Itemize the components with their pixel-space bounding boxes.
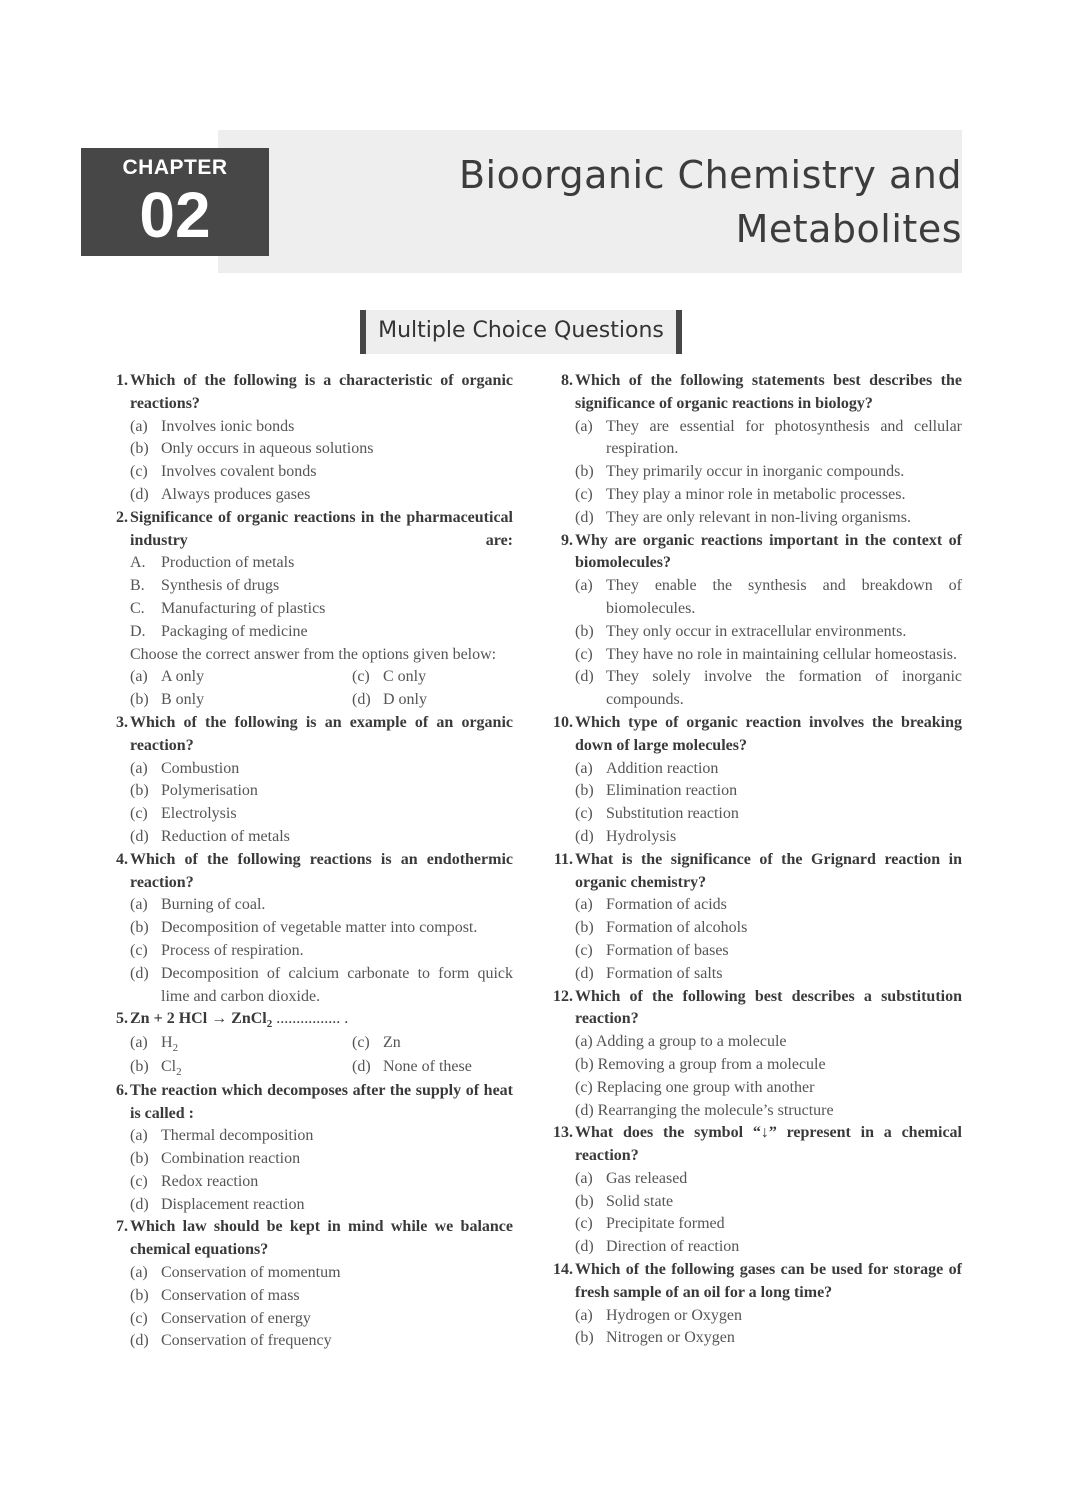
option-label: (d) [575,668,594,686]
option-text: Cl [161,1057,177,1075]
option-label: (a) [130,896,148,914]
statement-text: Packaging of medicine [161,622,308,640]
option [130,963,513,1009]
option-label: (c) [575,645,593,663]
option-text: Decomposition of calcium carbonate to form quick lime and carbon dioxide. [161,964,513,1005]
option [575,1191,962,1214]
option-label: (b) [130,782,149,800]
option: (a) Adding a group to a molecule [575,1033,787,1051]
question-number: 4. [116,850,128,868]
option [575,1305,962,1328]
option-text: They enable the synthesis and breakdown of biomolecules. [606,577,962,617]
option-text: Conservation of momentum [161,1264,341,1282]
option [130,666,352,689]
option-label: (d) [130,485,149,503]
statement-text: Production of metals [161,554,295,572]
option [575,780,962,803]
option-label: (c) [130,805,148,823]
option [575,963,962,986]
option-label: (d) [130,827,149,845]
option-text: C only [383,668,427,686]
option-label: (a) [575,417,593,435]
chapter-title-line-1: Bioorganic Chemistry and [458,153,962,197]
option [575,461,962,484]
option-label: (a) [130,1264,148,1282]
option [130,780,513,803]
option [575,803,962,826]
option [575,940,962,963]
option-label: (c) [130,1309,148,1327]
option-text: Hydrolysis [606,827,677,845]
question-9 [550,530,962,712]
arrow-icon: → [211,1010,228,1028]
option-label: (c) [575,941,593,959]
question-14 [550,1259,962,1350]
option-text: Formation of bases [606,941,729,959]
option-label: (d) [575,827,594,845]
option-label: (d) [130,1332,149,1350]
option-label: (a) [575,759,593,777]
option-text: They primarily occur in inorganic compounds. [606,463,905,481]
option-text: Always produces gases [161,485,311,503]
option-text: H [161,1034,173,1052]
option [352,1032,401,1056]
option-label: (d) [130,1195,149,1213]
equation-blank: ................ . [272,1010,349,1028]
option-label: (c) [352,1034,370,1052]
option-text: Conservation of frequency [161,1332,332,1350]
option [130,1125,513,1148]
question-2 [105,507,513,712]
chapter-number: 02 [139,179,211,251]
question-number: 2. [116,508,128,526]
option-text: Solid state [606,1192,674,1210]
option-label: (d) [575,1238,594,1256]
statement-text: Synthesis of drugs [161,577,280,595]
option-label: (a) [130,759,148,777]
option-label: (b) [130,691,149,709]
option-label: (c) [575,1215,593,1233]
option-text: Thermal decomposition [161,1127,314,1145]
option-text: Formation of acids [606,896,727,914]
option-text: Combination reaction [161,1150,301,1168]
option-label: (a) [130,668,148,686]
option-text: B only [161,691,205,709]
option [130,461,513,484]
option-label: (b) [130,1057,149,1075]
option-label: (c) [575,485,593,503]
right-column [550,370,962,1350]
question-6 [105,1080,513,1217]
question-5 [105,1008,513,1079]
option-text: Decomposition of vegetable matter into compost. [161,919,478,937]
question-number: 5. [116,1010,128,1028]
option-label: (d) [352,691,371,709]
option-text: They are only relevant in non-living organisms. [606,508,911,526]
question-text: Which of the following best describes a substitution reaction? [575,987,962,1028]
option [575,484,962,507]
equation-product: ZnCl [231,1010,267,1028]
question-number: 12. [553,987,573,1005]
option-label: (c) [352,668,370,686]
question-text: Which law should be kept in mind while we balance chemical equations? [130,1218,513,1259]
chapter-label: CHAPTER [122,156,228,179]
option-text: Burning of coal. [161,896,266,914]
option-text: Involves covalent bonds [161,463,317,481]
option-label: (b) [575,919,594,937]
question-3 [105,712,513,849]
statement-label: C. [130,599,145,617]
option-label: (d) [352,1057,371,1075]
option [130,1148,513,1171]
option [352,1056,472,1080]
option [130,1032,352,1056]
statement [130,575,513,598]
option [575,917,962,940]
option [130,416,513,439]
option [575,1213,962,1236]
question-text: Which of the following is an example of an organic reaction? [130,713,513,754]
question-text: Which of the following gases can be used for storage of fresh sample of an oil for a long time? [575,1261,962,1301]
option-label: (a) [575,896,593,914]
section-heading: Multiple Choice Questions [360,310,682,354]
option-text: D only [383,691,427,709]
option-text: Zn [383,1034,401,1052]
option-text: Nitrogen or Oxygen [606,1329,735,1347]
option-text: Electrolysis [161,805,237,823]
option-text: Only occurs in aqueous solutions [161,440,374,458]
question-number: 13. [553,1124,573,1142]
option-label: (b) [130,1286,149,1304]
question-text: Which of the following reactions is an endothermic reaction? [130,850,513,891]
question-text: Which type of organic reaction involves the breaking down of large molecules? [575,713,962,754]
option-label: (b) [130,440,149,458]
option-label: (c) [130,941,148,959]
option [575,621,962,644]
option-text: Displacement reaction [161,1195,305,1213]
option-label: (a) [130,1127,148,1145]
question-number: 7. [116,1218,128,1236]
option [575,894,962,917]
option [130,1194,513,1217]
option-label: (a) [575,1306,593,1324]
option-label: (c) [575,805,593,823]
option-label: (c) [130,463,148,481]
statement-label: A. [130,554,146,572]
option [130,1285,513,1308]
question-1 [105,370,513,507]
question-13 [550,1122,962,1259]
question-text: Which of the following statements best describes the significance of organic reactions in biology? [575,372,962,412]
option [130,1056,352,1080]
option-text: Precipitate formed [606,1215,725,1233]
option-text: Gas released [606,1169,688,1187]
option [575,1236,962,1259]
option-label: (b) [130,1150,149,1168]
option-text: A only [161,668,205,686]
option [130,689,352,712]
option-row [130,666,513,689]
option [130,758,513,781]
statement [130,552,513,575]
statement-text: Manufacturing of plastics [161,599,326,617]
option-text: Combustion [161,759,240,777]
statement [130,598,513,621]
option-subscript: 2 [172,1042,179,1055]
option-label: (b) [575,1329,594,1347]
question-number: 3. [116,713,128,731]
question-text: What does the symbol “↓” represent in a chemical reaction? [575,1124,962,1165]
option [130,940,513,963]
option-text: Involves ionic bonds [161,417,295,435]
option-label: (a) [130,417,148,435]
statement-label: B. [130,577,145,595]
question-8 [550,370,962,530]
chapter-title [459,148,962,256]
option [575,507,962,530]
option [575,1168,962,1191]
option [130,1171,513,1194]
question-number: 10. [553,713,573,731]
question-number: 9. [561,531,573,549]
option-text: None of these [383,1057,472,1075]
option [130,1262,513,1285]
question-7 [105,1216,513,1353]
option-text: Conservation of mass [161,1286,300,1304]
question-4 [105,849,513,1009]
option-text: Direction of reaction [606,1238,740,1256]
option-label: (d) [575,964,594,982]
question-text: What is the significance of the Grignard reaction in organic chemistry? [575,850,962,891]
question-text: Which of the following is a characteristic of organic reactions? [130,372,513,412]
question-equation [130,1008,513,1032]
option-label: (a) [575,577,593,595]
option-text: Addition reaction [606,759,719,777]
option-text: Formation of alcohols [606,919,748,937]
option [575,644,962,667]
option [130,484,513,507]
option [575,1327,962,1350]
option-label: (b) [575,1192,594,1210]
option-text: Process of respiration. [161,941,304,959]
option-row [130,689,513,712]
option: (b) Removing a group from a molecule [575,1055,826,1073]
option [575,666,962,712]
option [575,758,962,781]
question-number: 11. [553,850,573,868]
option-text: Formation of salts [606,964,723,982]
option [130,894,513,917]
option [352,689,427,712]
option [575,826,962,849]
question-12 [550,986,962,1123]
option-label: (c) [130,1172,148,1190]
option [130,826,513,849]
option-text: Conservation of energy [161,1309,311,1327]
option-label: (b) [575,463,594,481]
option-row [130,1056,513,1080]
option-label: (d) [130,964,149,982]
question-text: Why are organic reactions important in the context of biomolecules? [575,531,962,572]
option [130,1330,513,1353]
question-number: 8. [561,372,573,389]
equation-subscript: 2 [266,1018,273,1031]
question-number: 14. [553,1261,573,1279]
option-text: Hydrogen or Oxygen [606,1306,742,1324]
option-row [130,1032,513,1056]
option [352,666,426,689]
option [575,575,962,621]
option-label: (d) [575,508,594,526]
question-11 [550,849,962,986]
option-text: Reduction of metals [161,827,290,845]
option-text: Elimination reaction [606,782,738,800]
option [130,1308,513,1331]
option-text: Redox reaction [161,1172,259,1190]
question-10 [550,712,962,849]
left-column [105,370,513,1353]
option [130,803,513,826]
option-text: They only occur in extracellular environments. [606,622,907,640]
chapter-title-line-2: Metabolites [735,207,962,251]
option-label: (b) [130,919,149,937]
option-text: They solely involve the formation of inorganic compounds. [606,668,962,709]
option-text: They play a minor role in metabolic processes. [606,485,906,503]
option: (d) Rearranging the molecule’s structure [575,1101,834,1119]
question-text: The reaction which decomposes after the supply of heat is called : [130,1081,513,1122]
question-number: 1. [116,372,128,389]
option: (c) Replacing one group with another [575,1078,815,1096]
option-label: (a) [575,1169,593,1187]
option-label: (b) [575,622,594,640]
option-text: Polymerisation [161,782,258,800]
option-subscript: 2 [176,1065,182,1078]
option-text: They have no role in maintaining cellular homeostasis. [606,645,958,663]
option-label: (a) [130,1034,148,1052]
option-label: (b) [575,782,594,800]
option [130,438,513,461]
option-text: Substitution reaction [606,805,739,823]
statement [130,621,513,644]
option [130,917,513,940]
option [575,416,962,462]
option-text: They are essential for photosynthesis and cellular respiration. [606,417,962,458]
question-text: Significance of organic reactions in the pharmaceutical industry are: [130,508,513,549]
equation-reactants: Zn + 2 HCl [130,1010,208,1028]
chapter-box [81,148,269,256]
statement-label: D. [130,622,146,640]
question-number: 6. [116,1081,128,1099]
instruction-note: Choose the correct answer from the options given below: [130,645,497,663]
